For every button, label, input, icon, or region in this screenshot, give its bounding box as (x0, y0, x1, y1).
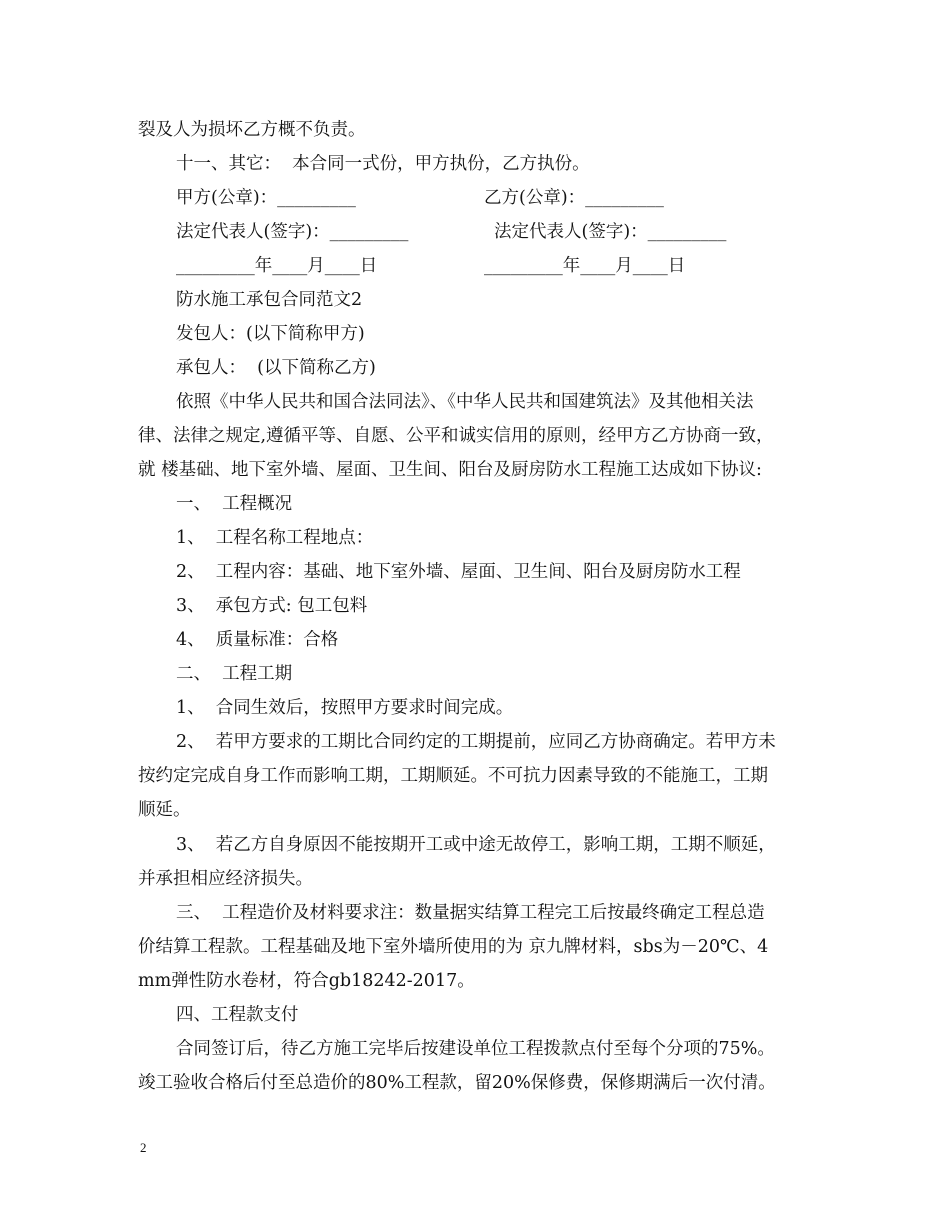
text-line: 律、法律之规定,遵循平等、自愿、公平和诚实信用的原则，经甲方乙方协商一致， (138, 426, 774, 446)
section-title: 防水施工承包合同范文2 (176, 290, 363, 310)
text-line: 2、 若甲方要求的工期比合同约定的工期提前，应同乙方协商确定。若甲方未 (176, 732, 776, 752)
text-line: 顺延。 (138, 800, 191, 820)
date-line: _________年____月____日 (484, 256, 686, 276)
text-line: 4、 质量标准：合格 (176, 630, 339, 650)
heading: 四、工程款支付 (176, 1005, 299, 1025)
text-line: 1、 工程名称工程地点： (176, 528, 374, 548)
text-line: 竣工验收合格后付至总造价的80%工程款，留20%保修费，保修期满后一次付清。 (138, 1073, 776, 1093)
text-line: 依照《中华人民共和国合法同法》、《中华人民共和国建筑法》及其他相关法 (176, 392, 754, 412)
date-line: _________年____月____日 (176, 256, 378, 276)
signature-line: 法定代表人(签字)：_________ (176, 222, 409, 242)
heading: 一、 工程概况 (176, 494, 293, 514)
signature-line: 甲方(公章)：_________ (176, 188, 356, 208)
page-number: 2 (140, 1140, 147, 1155)
text-line: 合同签订后，待乙方施工完毕后按建设单位工程拨款点付至每个分项的75%。 (176, 1039, 775, 1059)
text-line: 2、 工程内容：基础、地下室外墙、屋面、卫生间、阳台及厨房防水工程 (176, 562, 741, 582)
text-line: 发包人：(以下简称甲方) (176, 324, 365, 344)
text-line: 承包人： (以下简称乙方) (176, 358, 376, 378)
signature-line: 法定代表人(签字)：_________ (494, 222, 727, 242)
text-line: 3、 承包方式: 包工包料 (176, 596, 368, 616)
text-line: 3、 若乙方自身原因不能按期开工或中途无故停工，影响工期，工期不顺延， (176, 835, 776, 855)
text-line: 三、 工程造价及材料要求注：数量据实结算工程完工后按最终确定工程总造 (176, 903, 765, 923)
text-line: 十一、其它： 本合同一式份，甲方执份，乙方执份。 (176, 154, 590, 174)
heading: 二、 工程工期 (176, 664, 293, 684)
text-line: 就 楼基础、地下室外墙、屋面、卫生间、阳台及厨房防水工程施工达成如下协议: (138, 460, 762, 480)
signature-line: 乙方(公章)：_________ (484, 188, 664, 208)
text-line: 价结算工程款。工程基础及地下室外墙所使用的为 京九牌材料，sbs为－20℃、4 (138, 937, 769, 957)
text-line: 按约定完成自身工作而影响工期，工期顺延。不可抗力因素导致的不能施工，工期 (138, 766, 768, 786)
text-line: 1、 合同生效后，按照甲方要求时间完成。 (176, 698, 514, 718)
text-line: mm弹性防水卷材，符合gb18242-2017。 (138, 971, 475, 991)
text-line: 裂及人为损坏乙方概不负责。 (138, 120, 366, 140)
text-line: 并承担相应经济损失。 (138, 869, 313, 889)
